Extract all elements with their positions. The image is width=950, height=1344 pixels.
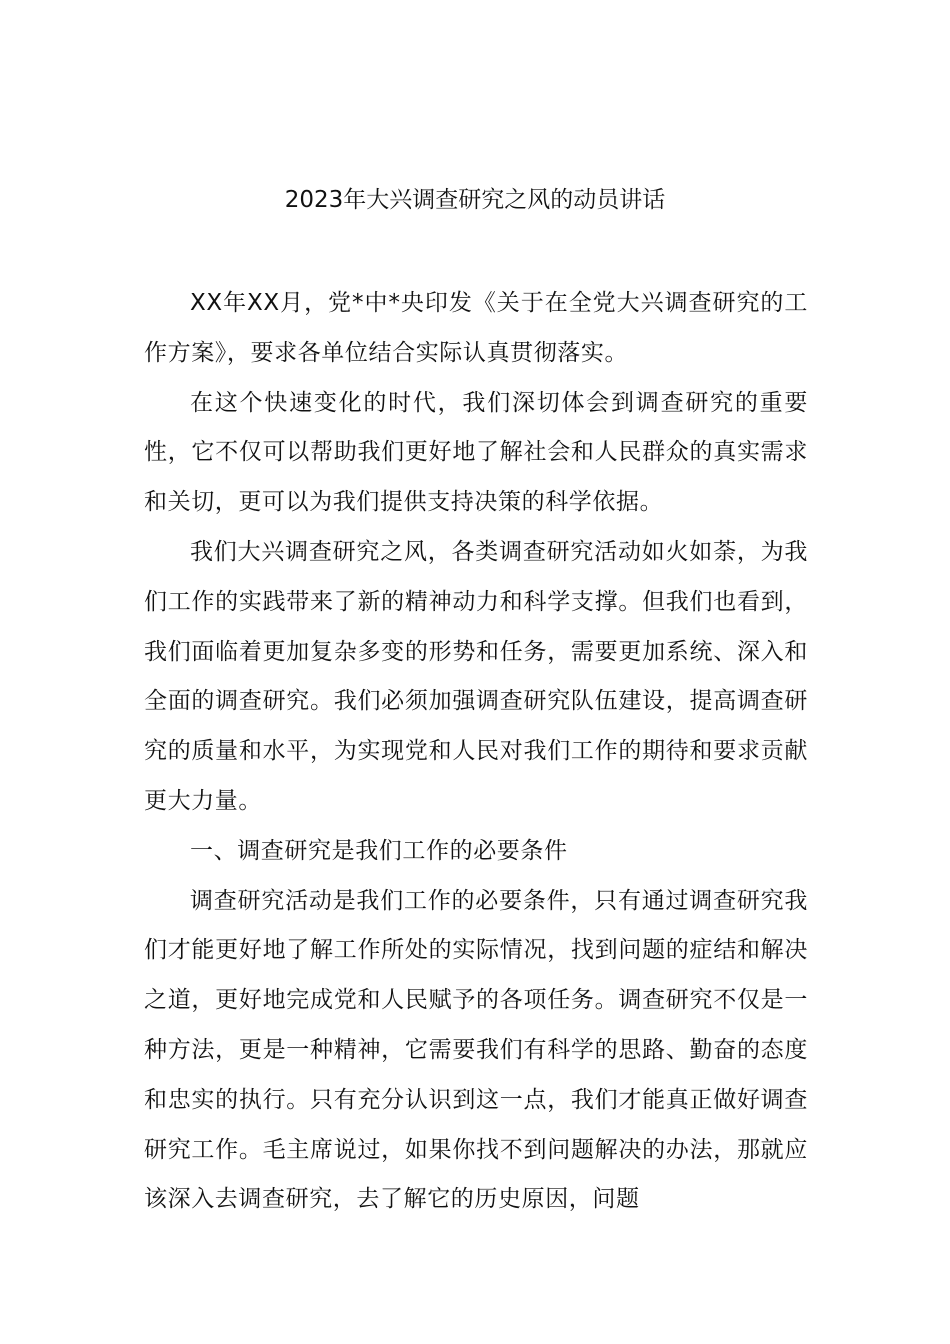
document-body (144, 279, 808, 1225)
document-title: 2023年大兴调查研究之风的动员讲话 (284, 187, 666, 213)
paragraph-challenges: 我们大兴调查研究之风，各类调查研究活动如火如荼，为我们工作的实践带来了新的精神动力和科学支撑。但我们也看到，我们面临着更加复杂多变的形势和任务，需要更加系统、深入和全面的调查研究。我们必须加强调查研究队伍建设，提高调查研究的质量和水平，为实现党和人民对我们工作的期待和要求贡献更大力量。 (144, 538, 808, 814)
paragraph-intro: XX年XX月，党*中*央印发《关于在全党大兴调查研究的工作方案》，要求各单位结合实际认真贯彻落实。 (144, 290, 808, 366)
paragraph-section-one: 调查研究活动是我们工作的必要条件，只有通过调查研究我们才能更好地了解工作所处的实际情况，找到问题的症结和解决之道，更好地完成党和人民赋予的各项任务。调查研究不仅是一种方法，更是一种精神，它需要我们有科学的思路、勤奋的态度和忠实的执行。只有充分认识到这一点，我们才能真正做好调查研究工作。毛主席说过，如果你找不到问题解决的办法，那就应该深入去调查研究，去了解它的历史原因，问题 (144, 887, 808, 1213)
section-heading: 一、调查研究是我们工作的必要条件 (190, 837, 568, 864)
paragraph-importance: 在这个快速变化的时代，我们深切体会到调查研究的重要性，它不仅可以帮助我们更好地了解社会和人民群众的真实需求和关切，更可以为我们提供支持决策的科学依据。 (144, 389, 808, 516)
